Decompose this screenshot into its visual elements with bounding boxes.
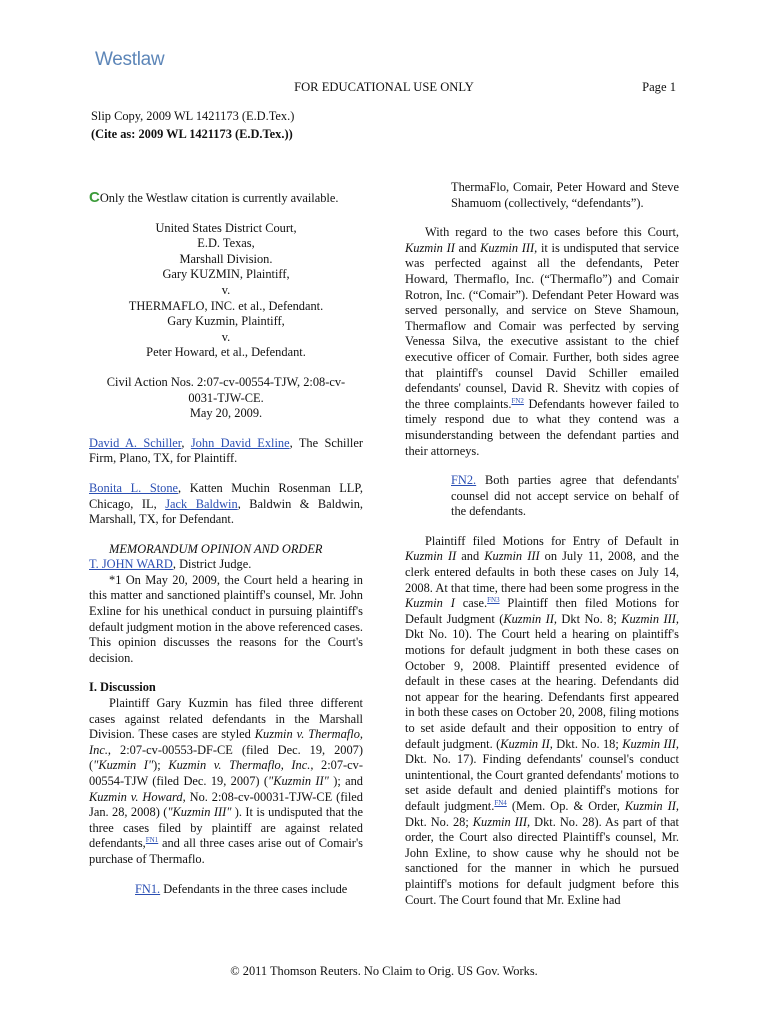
section-heading: I. Discussion (89, 680, 156, 695)
footnote-link-fn1[interactable]: FN1. (135, 881, 161, 896)
judge-link[interactable]: T. JOHN WARD (89, 557, 173, 572)
attorney-link-baldwin[interactable]: Jack Baldwin (165, 496, 238, 511)
court-caption (89, 221, 363, 361)
court-line: Gary Kuzmin, Plaintiff, (167, 314, 285, 329)
footnote-ref-fn2[interactable]: FN2 (511, 396, 524, 405)
footnote-fn2: FN2. Both parties agree that defendants' counsel did not accept service on behalf of the defendants. (451, 473, 679, 519)
court-line: Peter Howard, et al., Defendant. (146, 345, 306, 360)
left-column (89, 190, 363, 897)
footnote-link-fn2[interactable]: FN2. (451, 473, 477, 488)
attorney-link-exline[interactable]: John David Exline (190, 435, 290, 450)
court-line: v. (221, 282, 231, 297)
court-line: E.D. Texas, (197, 236, 255, 251)
slip-copy-line: Slip Copy, 2009 WL 1421173 (E.D.Tex.) (91, 109, 295, 123)
plaintiff-counsel: David A. Schiller, John David Exline, The Schiller Firm, Plano, TX, for Plaintiff. (89, 435, 363, 466)
footnote-fn1-continued: ThermaFlo, Comair, Peter Howard and Steve Shamuom (collectively, “defendants”). (451, 180, 679, 210)
defendant-counsel: Bonita L. Stone, Katten Muchin Rosenman LLP, Chicago, IL, Jack Baldwin, Baldwin & Baldwin, Marshall, TX, for Defendant. (89, 480, 364, 527)
court-line: v. (221, 329, 231, 344)
footnote-ref-fn1[interactable]: FN1 (145, 836, 159, 845)
civil-action-line: Civil Action Nos. 2:07-cv-00554-TJW, 2:08-cv- (106, 374, 346, 389)
court-line: THERMAFLO, INC. et al., Defendant. (128, 298, 324, 313)
right-column (405, 180, 679, 908)
court-line: United States District Court, (155, 220, 297, 235)
cite-as-line: (Cite as: 2009 WL 1421173 (E.D.Tex.)) (91, 127, 293, 141)
availability-note (89, 190, 363, 207)
court-line: Gary KUZMIN, Plaintiff, (162, 267, 290, 282)
availability-text: Only the Westlaw citation is currently available. (99, 191, 339, 205)
opinion-paragraph-3: With regard to the two cases before this Court, Kuzmin II and Kuzmin III, it is undisputed that service was perfected against all the defendants, Peter Howard, Thermaflo, Inc. (“Thermaflo”) and Comair Rotron, Inc. (“Comair”). Defendant Peter Howard was served personally, and service on Steve Shamoun, Thermaflow and Comair was perfected by serving Venessa Silva, the executive assistant to the chief executive officer of Comair. Further, both sides agree that plaintiff's counsel David Schiller emailed defendants' counsel, David R. Shevitz with copies of the three complaints.$^{FN2}$ Defendants however failed to timely respond due to what they contend was a misunderstanding between the defendant parties and their attorneys. (405, 225, 679, 458)
opinion-paragraph-2: Plaintiff Gary Kuzmin has filed three different cases against related defendants in the Marshall Division. These cases are styled Kuzmin v. Thermaflo, Inc., 2:07-cv-00553-DF-CE (filed Dec. 19, 2007) ("Kuzmin I"); Kuzmin v. Thermaflo, Inc., 2:07-cv-00554-TJW (filed Dec. 19, 2007) ("Kuzmin II" ); and Kuzmin v. Howard, No. 2:08-cv-00031-TJW-CE (filed Jan. 28, 2008) ("Kuzmin III" ). It is undisputed that the three cases filed by plaintiff are against related defendants,$^{FN1}$ and all three cases arise out of Comair's purchase of Thermaflo. (89, 696, 364, 866)
civil-action-line: 0031-TJW-CE. (188, 390, 264, 405)
court-line: Marshall Division. (179, 251, 273, 266)
opinion-paragraph-4: Plaintiff filed Motions for Entry of Default in Kuzmin II and Kuzmin III on July 11, 2008, and the clerk entered defaults in both these cases on July 14, 2008. At that time, there had been some progress in the Kuzmin I case.$^{FN3}$ Plaintiff then filed Motions for Default Judgment (Kuzmin II, Dkt No. 8; Kuzmin III, Dkt No. 10). The Court held a hearing on plaintiff's motions for default judgment in both these cases on October 9, 2008. Plaintiff presented evidence of default in these cases at the hearing. Defendants did not appear for the hearing. Defendants first appeared in both these cases on October 20, 2008, filing motions to set aside default and their opposition to entry of default judgment. (Kuzmin II, Dkt. No. 18; Kuzmin III, Dkt. No. 17). Finding defendants' counsel's conduct unintentional, the Court granted defendants' motions to set aside default and denied plaintiff's motions for default judgment.$^{FN4}$ (Mem. Op. & Order, Kuzmin II, Dkt. No. 28; Kuzmin III, Dkt. No. 28). As part of that order, the Court also directed Plaintiff's counsel, Mr. John Exline, to show cause why he should not be sanctioned for the manner in which he pursued plaintiff's motions for default judgment before this Court. The Court found that Mr. Exline had (405, 533, 679, 907)
footnote-fn1: FN1. Defendants in the three cases include (135, 881, 348, 896)
westlaw-logo: Westlaw (95, 49, 165, 70)
status-flag-icon: C (89, 189, 100, 206)
opinion-paragraph-1: *1 On May 20, 2009, the Court held a hearing in this matter and sanctioned plaintiff's counsel, Mr. John Exline for his unethical conduct in pursuing plaintiff's default judgment motion in the above referenced cases. This opinion discusses the reasons for the Court's decision. (89, 572, 363, 665)
memo-title: MEMORANDUM OPINION AND ORDER (109, 541, 323, 556)
educational-use-header: FOR EDUCATIONAL USE ONLY (294, 80, 474, 94)
footnote-ref-fn3[interactable]: FN3 (487, 596, 500, 605)
copyright-footer: © 2011 Thomson Reuters. No Claim to Orig. US Gov. Works. (230, 964, 538, 978)
attorney-link-schiller[interactable]: David A. Schiller (89, 435, 182, 450)
attorney-link-stone[interactable]: Bonita L. Stone (89, 480, 179, 495)
civil-action-block (89, 375, 363, 422)
footnote-ref-fn4[interactable]: FN4 (494, 798, 507, 807)
page-number: Page 1 (642, 80, 676, 94)
decision-date: May 20, 2009. (189, 406, 263, 421)
judge-line: T. JOHN WARD, District Judge. (89, 557, 252, 572)
